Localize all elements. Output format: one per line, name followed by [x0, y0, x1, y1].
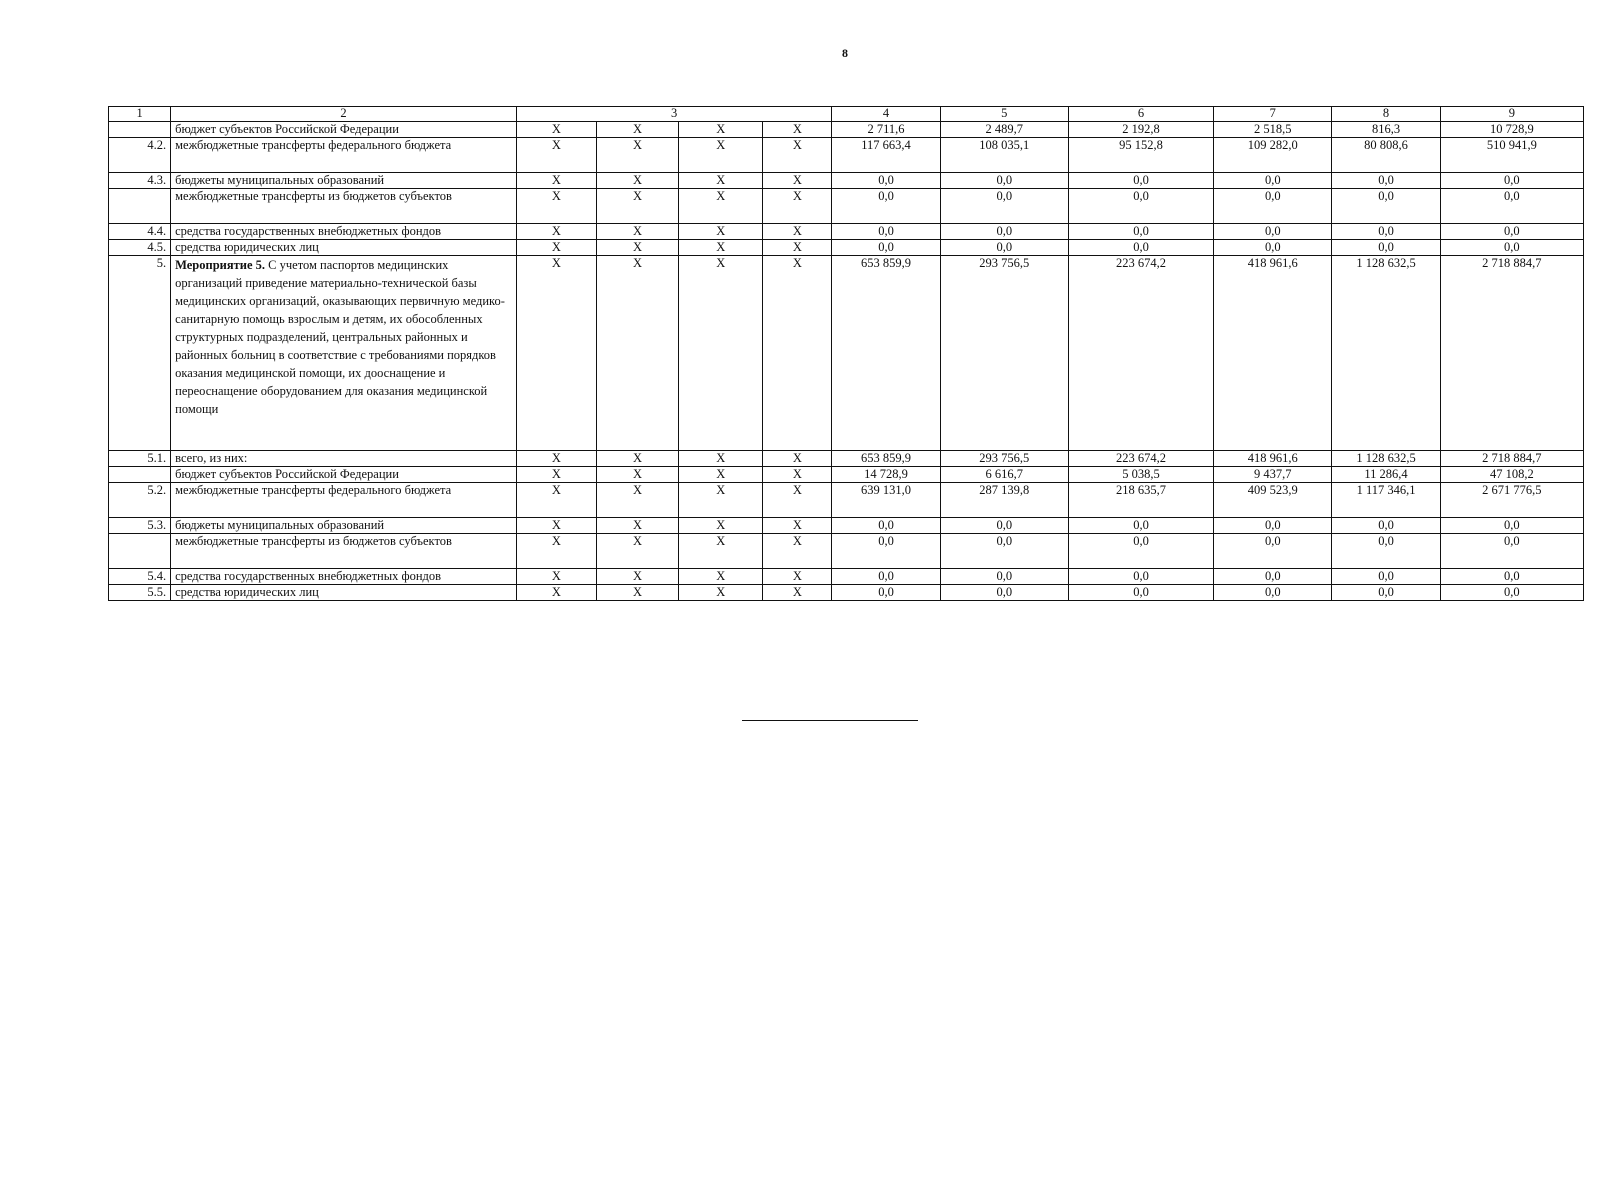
row-description: средства юридических лиц — [171, 240, 517, 256]
value-cell: 0,0 — [832, 534, 940, 569]
table-row — [109, 585, 1584, 601]
row-description: межбюджетные трансферты из бюджетов субъектов — [171, 189, 517, 224]
x-cell: Х — [516, 173, 596, 189]
table-row — [109, 569, 1584, 585]
value-cell: 0,0 — [832, 518, 940, 534]
value-cell: 0,0 — [1214, 569, 1332, 585]
page-number: 8 — [842, 46, 848, 60]
header-cell: 2 — [171, 107, 517, 122]
x-cell: Х — [596, 240, 678, 256]
value-cell: 0,0 — [1214, 173, 1332, 189]
value-cell: 639 131,0 — [832, 483, 940, 518]
row-number: 4.5. — [109, 240, 171, 256]
header-cell: 4 — [832, 107, 940, 122]
x-cell: Х — [596, 189, 678, 224]
value-cell: 0,0 — [1068, 173, 1213, 189]
value-cell: 0,0 — [1214, 240, 1332, 256]
value-cell: 218 635,7 — [1068, 483, 1213, 518]
row-number: 5.3. — [109, 518, 171, 534]
value-cell: 0,0 — [940, 173, 1068, 189]
value-cell: 0,0 — [1214, 518, 1332, 534]
row-number — [109, 189, 171, 224]
table-row — [109, 138, 1584, 173]
row-number: 5.4. — [109, 569, 171, 585]
x-cell: Х — [679, 585, 763, 601]
value-cell: 223 674,2 — [1068, 256, 1213, 451]
value-cell: 816,3 — [1332, 122, 1440, 138]
value-cell: 293 756,5 — [940, 256, 1068, 451]
value-cell: 0,0 — [1214, 224, 1332, 240]
value-cell: 9 437,7 — [1214, 467, 1332, 483]
value-cell: 0,0 — [832, 585, 940, 601]
x-cell: Х — [763, 585, 832, 601]
separator-line — [742, 720, 918, 721]
value-cell: 223 674,2 — [1068, 451, 1213, 467]
row-number: 5. — [109, 256, 171, 451]
x-cell: Х — [596, 483, 678, 518]
x-cell: Х — [516, 256, 596, 451]
row-description: средства государственных внебюджетных фондов — [171, 569, 517, 585]
x-cell: Х — [763, 138, 832, 173]
value-cell: 80 808,6 — [1332, 138, 1440, 173]
x-cell: Х — [596, 138, 678, 173]
value-cell: 2 518,5 — [1214, 122, 1332, 138]
value-cell: 0,0 — [1332, 585, 1440, 601]
value-cell: 0,0 — [1440, 569, 1583, 585]
value-cell: 0,0 — [1068, 569, 1213, 585]
value-cell: 0,0 — [832, 240, 940, 256]
value-cell: 2 718 884,7 — [1440, 451, 1583, 467]
x-cell: Х — [516, 240, 596, 256]
header-cell: 6 — [1068, 107, 1213, 122]
x-cell: Х — [516, 585, 596, 601]
x-cell: Х — [516, 224, 596, 240]
value-cell: 653 859,9 — [832, 256, 940, 451]
table-row — [109, 189, 1584, 224]
row-description: всего, из них: — [171, 451, 517, 467]
value-cell: 0,0 — [1440, 240, 1583, 256]
x-cell: Х — [763, 518, 832, 534]
value-cell: 0,0 — [1332, 240, 1440, 256]
x-cell: Х — [516, 483, 596, 518]
header-cell: 1 — [109, 107, 171, 122]
value-cell: 0,0 — [1068, 518, 1213, 534]
x-cell: Х — [596, 534, 678, 569]
budget-table — [108, 106, 1584, 601]
x-cell: Х — [679, 483, 763, 518]
row-description: межбюджетные трансферты федерального бюджета — [171, 138, 517, 173]
value-cell: 2 711,6 — [832, 122, 940, 138]
value-cell: 418 961,6 — [1214, 451, 1332, 467]
x-cell: Х — [763, 224, 832, 240]
value-cell: 10 728,9 — [1440, 122, 1583, 138]
value-cell: 6 616,7 — [940, 467, 1068, 483]
value-cell: 109 282,0 — [1214, 138, 1332, 173]
value-cell: 117 663,4 — [832, 138, 940, 173]
value-cell: 2 718 884,7 — [1440, 256, 1583, 451]
value-cell: 0,0 — [832, 569, 940, 585]
header-cell: 9 — [1440, 107, 1583, 122]
x-cell: Х — [516, 569, 596, 585]
x-cell: Х — [763, 483, 832, 518]
header-row — [109, 107, 1584, 122]
row-description: бюджеты муниципальных образований — [171, 173, 517, 189]
table-row — [109, 224, 1584, 240]
value-cell: 0,0 — [1068, 534, 1213, 569]
header-cell: 7 — [1214, 107, 1332, 122]
value-cell: 0,0 — [1214, 534, 1332, 569]
header-cell: 8 — [1332, 107, 1440, 122]
x-cell: Х — [763, 451, 832, 467]
table-row — [109, 122, 1584, 138]
row-description — [171, 256, 517, 451]
x-cell: Х — [516, 122, 596, 138]
value-cell: 0,0 — [1068, 240, 1213, 256]
value-cell: 0,0 — [940, 534, 1068, 569]
table-row — [109, 451, 1584, 467]
value-cell: 0,0 — [832, 173, 940, 189]
value-cell: 108 035,1 — [940, 138, 1068, 173]
x-cell: Х — [679, 138, 763, 173]
x-cell: Х — [596, 467, 678, 483]
x-cell: Х — [763, 256, 832, 451]
x-cell: Х — [679, 122, 763, 138]
x-cell: Х — [679, 224, 763, 240]
value-cell: 510 941,9 — [1440, 138, 1583, 173]
row-description: средства юридических лиц — [171, 585, 517, 601]
x-cell: Х — [516, 534, 596, 569]
value-cell: 0,0 — [940, 585, 1068, 601]
x-cell: Х — [596, 224, 678, 240]
row-description: средства государственных внебюджетных фондов — [171, 224, 517, 240]
x-cell: Х — [763, 569, 832, 585]
value-cell: 0,0 — [1068, 585, 1213, 601]
table-row — [109, 534, 1584, 569]
value-cell: 293 756,5 — [940, 451, 1068, 467]
value-cell: 0,0 — [832, 189, 940, 224]
value-cell: 2 671 776,5 — [1440, 483, 1583, 518]
value-cell: 0,0 — [940, 224, 1068, 240]
x-cell: Х — [596, 122, 678, 138]
x-cell: Х — [516, 518, 596, 534]
x-cell: Х — [763, 534, 832, 569]
table-row — [109, 518, 1584, 534]
value-cell: 0,0 — [1440, 224, 1583, 240]
x-cell: Х — [516, 451, 596, 467]
value-cell: 0,0 — [940, 240, 1068, 256]
x-cell: Х — [763, 240, 832, 256]
value-cell: 0,0 — [1440, 173, 1583, 189]
value-cell: 0,0 — [940, 189, 1068, 224]
row-description: межбюджетные трансферты из бюджетов субъектов — [171, 534, 517, 569]
x-cell: Х — [679, 189, 763, 224]
x-cell: Х — [516, 467, 596, 483]
x-cell: Х — [596, 451, 678, 467]
value-cell: 0,0 — [1068, 224, 1213, 240]
x-cell: Х — [763, 189, 832, 224]
row-number: 4.4. — [109, 224, 171, 240]
value-cell: 2 489,7 — [940, 122, 1068, 138]
value-cell: 0,0 — [1332, 518, 1440, 534]
value-cell: 0,0 — [832, 224, 940, 240]
value-cell: 11 286,4 — [1332, 467, 1440, 483]
value-cell: 1 117 346,1 — [1332, 483, 1440, 518]
table-row — [109, 483, 1584, 518]
value-cell: 1 128 632,5 — [1332, 451, 1440, 467]
value-cell: 0,0 — [1332, 173, 1440, 189]
x-cell: Х — [596, 518, 678, 534]
x-cell: Х — [516, 189, 596, 224]
value-cell: 14 728,9 — [832, 467, 940, 483]
value-cell: 0,0 — [1440, 534, 1583, 569]
row-number: 5.1. — [109, 451, 171, 467]
value-cell: 0,0 — [940, 569, 1068, 585]
x-cell: Х — [763, 122, 832, 138]
header-cell: 3 — [516, 107, 832, 122]
row-number: 5.5. — [109, 585, 171, 601]
x-cell: Х — [763, 467, 832, 483]
row-number — [109, 534, 171, 569]
value-cell: 0,0 — [1440, 189, 1583, 224]
value-cell: 418 961,6 — [1214, 256, 1332, 451]
x-cell: Х — [679, 451, 763, 467]
x-cell: Х — [679, 534, 763, 569]
x-cell: Х — [596, 569, 678, 585]
row-description: межбюджетные трансферты федерального бюджета — [171, 483, 517, 518]
value-cell: 287 139,8 — [940, 483, 1068, 518]
table-row — [109, 467, 1584, 483]
row-number: 4.2. — [109, 138, 171, 173]
value-cell: 95 152,8 — [1068, 138, 1213, 173]
x-cell: Х — [679, 569, 763, 585]
value-cell: 0,0 — [1068, 189, 1213, 224]
table-row — [109, 256, 1584, 451]
value-cell: 0,0 — [1332, 189, 1440, 224]
x-cell: Х — [679, 256, 763, 451]
x-cell: Х — [679, 467, 763, 483]
header-cell: 5 — [940, 107, 1068, 122]
measure-title: Мероприятие 5. — [175, 258, 266, 272]
value-cell: 47 108,2 — [1440, 467, 1583, 483]
x-cell: Х — [679, 173, 763, 189]
value-cell: 653 859,9 — [832, 451, 940, 467]
value-cell: 0,0 — [1440, 585, 1583, 601]
value-cell: 5 038,5 — [1068, 467, 1213, 483]
value-cell: 409 523,9 — [1214, 483, 1332, 518]
value-cell: 1 128 632,5 — [1332, 256, 1440, 451]
x-cell: Х — [516, 138, 596, 173]
value-cell: 0,0 — [1214, 585, 1332, 601]
row-number — [109, 122, 171, 138]
row-description: бюджеты муниципальных образований — [171, 518, 517, 534]
x-cell: Х — [596, 173, 678, 189]
x-cell: Х — [596, 256, 678, 451]
row-description: бюджет субъектов Российской Федерации — [171, 122, 517, 138]
x-cell: Х — [763, 173, 832, 189]
value-cell: 2 192,8 — [1068, 122, 1213, 138]
x-cell: Х — [679, 240, 763, 256]
value-cell: 0,0 — [1214, 189, 1332, 224]
value-cell: 0,0 — [1332, 569, 1440, 585]
table-row — [109, 240, 1584, 256]
row-number — [109, 467, 171, 483]
row-number: 4.3. — [109, 173, 171, 189]
x-cell: Х — [596, 585, 678, 601]
value-cell: 0,0 — [1332, 534, 1440, 569]
table-row — [109, 173, 1584, 189]
value-cell: 0,0 — [1332, 224, 1440, 240]
measure-text: С учетом паспортов медицинских организаций приведение материально-технической базы медицинских организаций, оказывающих первичную медико-санитарную помощь взрослым и детям, их обособленных структурных подразделений, центральных районных и районных больниц в соответствие с требованиями порядков оказания медицинской помощи, их дооснащение и переоснащение оборудованием для оказания медицинской помощи — [175, 258, 505, 416]
value-cell: 0,0 — [1440, 518, 1583, 534]
value-cell: 0,0 — [940, 518, 1068, 534]
row-number: 5.2. — [109, 483, 171, 518]
x-cell: Х — [679, 518, 763, 534]
row-description: бюджет субъектов Российской Федерации — [171, 467, 517, 483]
